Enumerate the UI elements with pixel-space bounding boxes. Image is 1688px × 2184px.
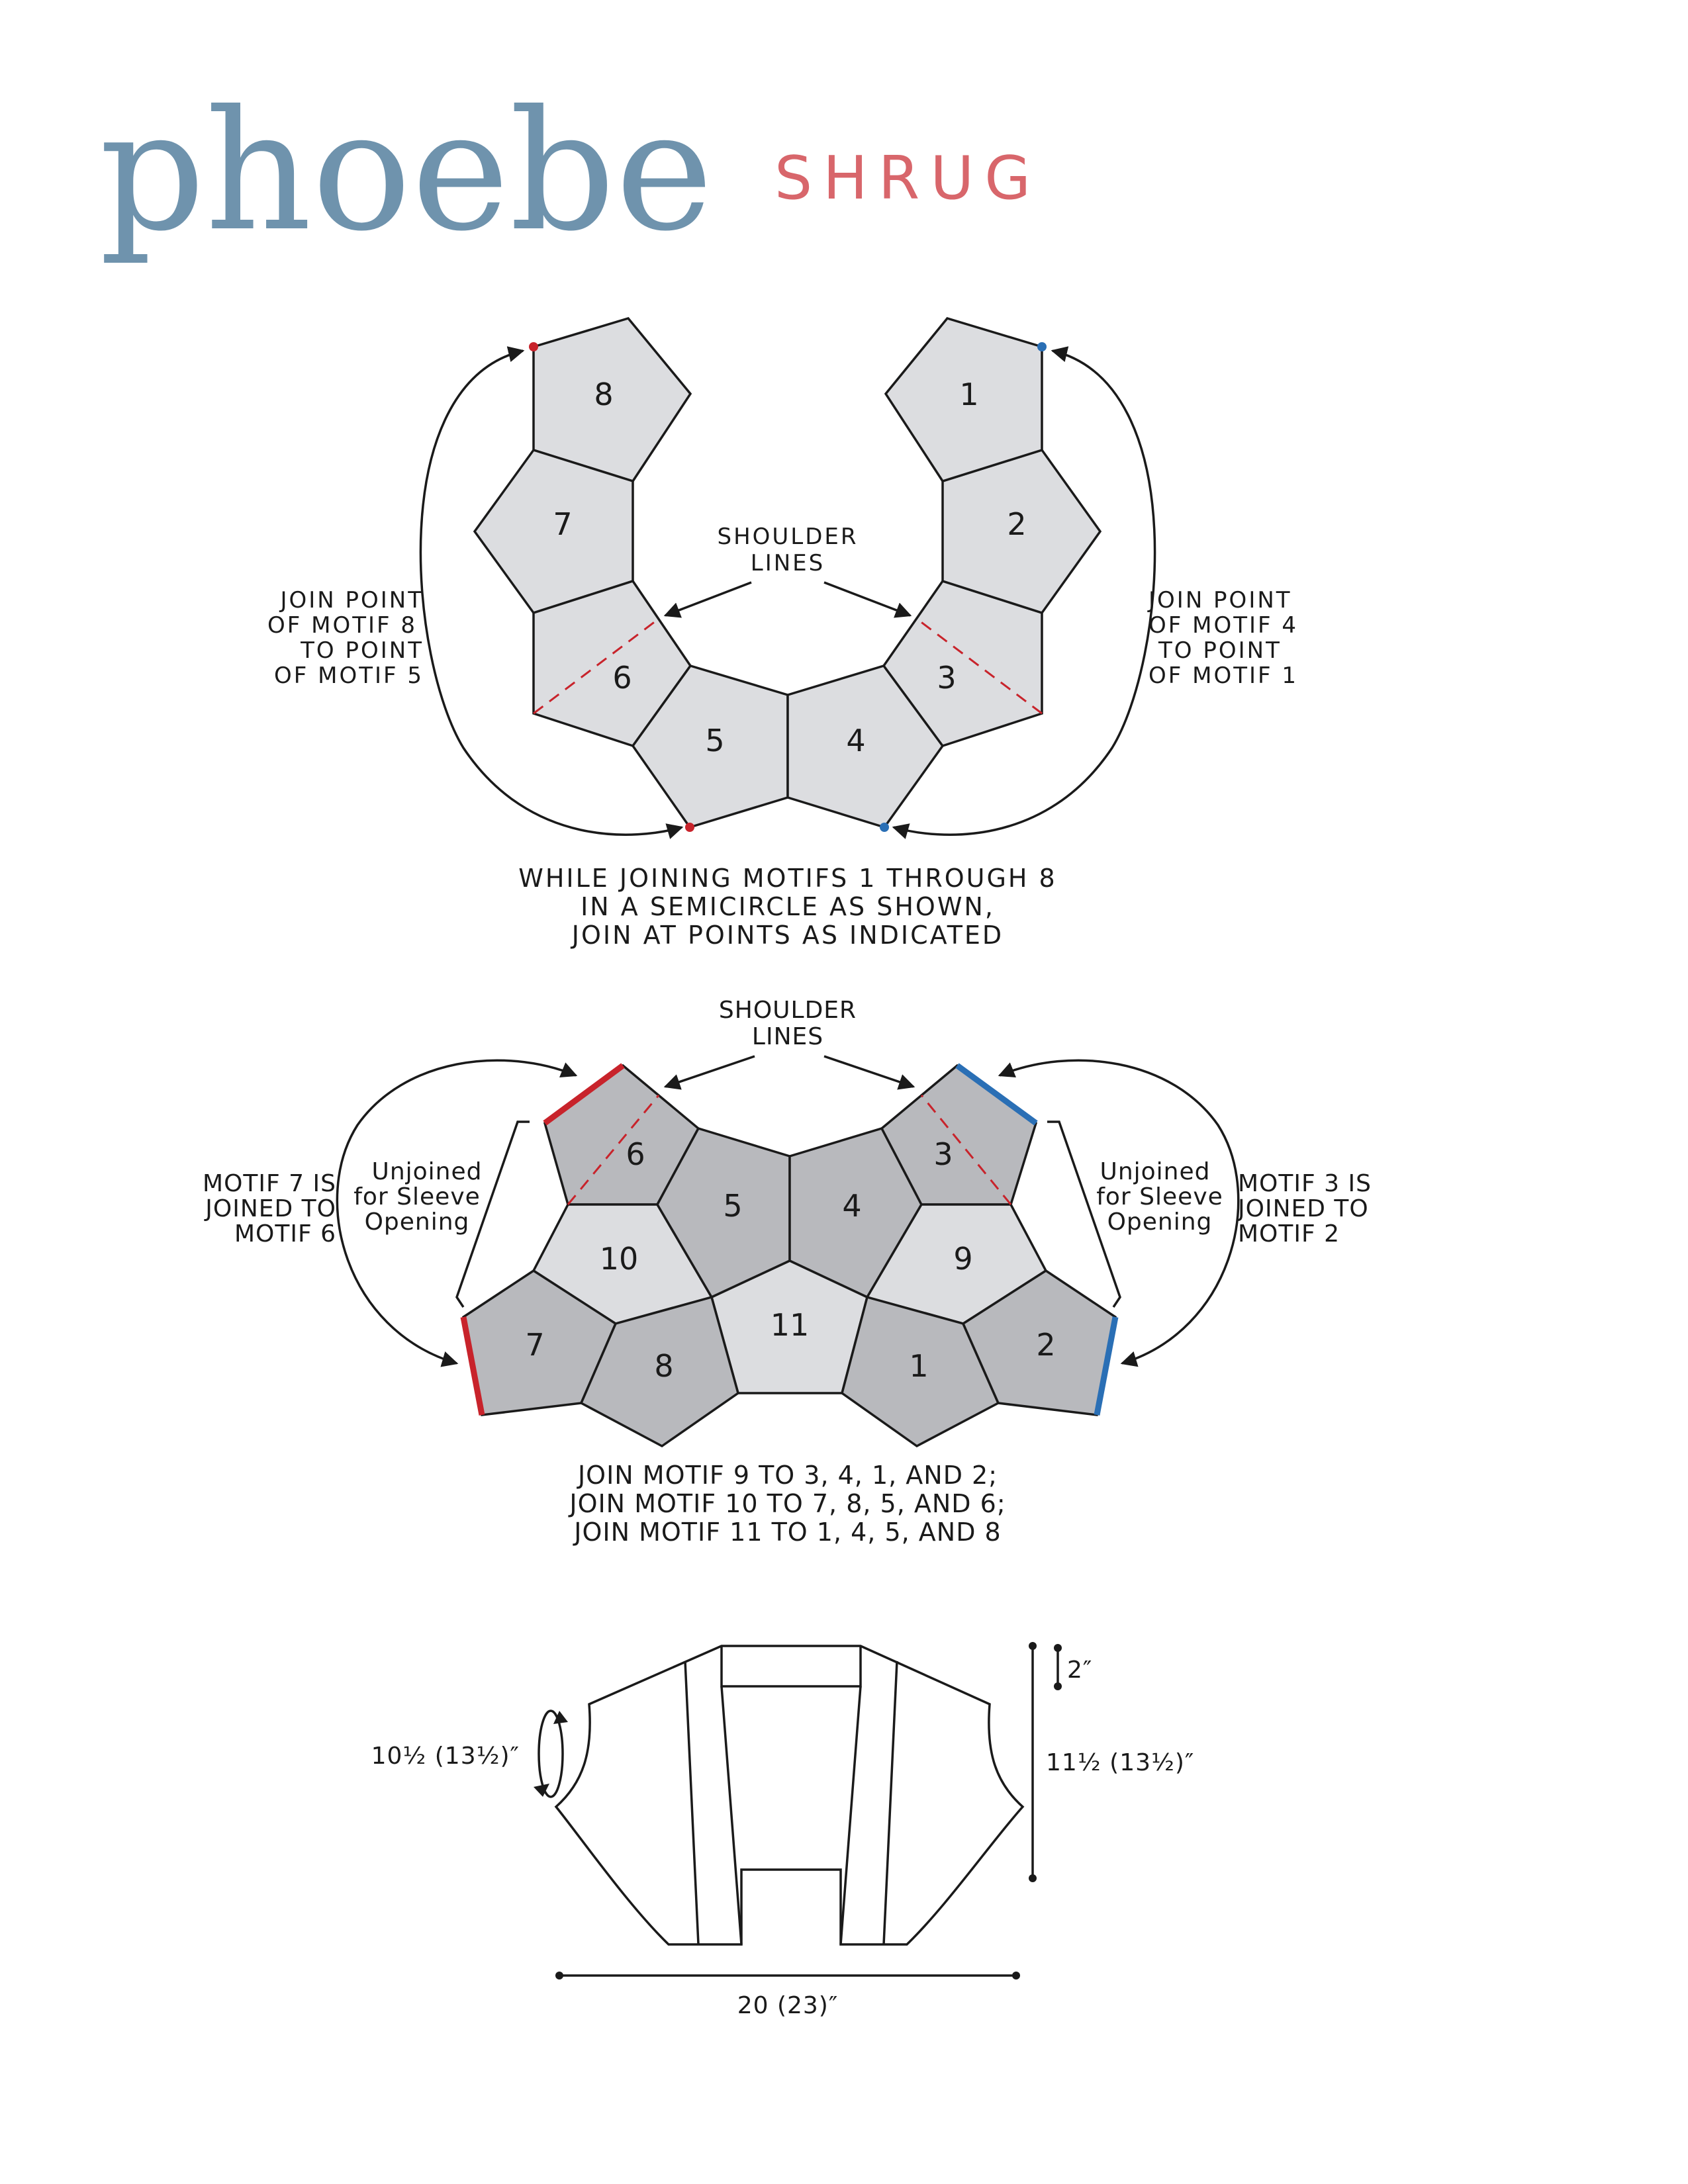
shrug-schematic bbox=[371, 1642, 1195, 2019]
motif-label: 5 bbox=[723, 1188, 743, 1224]
note-line: JOIN POINT bbox=[280, 587, 424, 614]
shoulder-lines-label: LINES bbox=[751, 1023, 824, 1050]
pattern-title: phoebe bbox=[99, 75, 714, 267]
motif-label: 2 bbox=[1036, 1327, 1056, 1363]
dimension-end bbox=[555, 1972, 563, 1979]
shoulder-lines-label: LINES bbox=[750, 550, 825, 576]
motif-label: 9 bbox=[953, 1241, 973, 1277]
dimension-end bbox=[1012, 1972, 1020, 1979]
motif-label: 11 bbox=[770, 1307, 810, 1343]
right-join-note: MOTIF 3 IS bbox=[1238, 1170, 1372, 1197]
join-point-blue bbox=[1037, 342, 1047, 351]
diagram1-caption: WHILE JOINING MOTIFS 1 THROUGH 8 bbox=[518, 864, 1057, 893]
motif-label: 1 bbox=[959, 377, 979, 412]
diagram2-caption: JOIN MOTIF 9 TO 3, 4, 1, AND 2; bbox=[577, 1461, 998, 1490]
motif-label: 6 bbox=[626, 1136, 645, 1172]
note-line: OF MOTIF 1 bbox=[1149, 662, 1299, 689]
width-measure: 20 (23)″ bbox=[737, 1992, 839, 2019]
unjoined-label-right: Unjoined bbox=[1100, 1158, 1211, 1185]
shoulder-lines-label: SHOULDER bbox=[718, 997, 857, 1024]
front-band-line bbox=[841, 1686, 861, 1944]
semicircle-diagram bbox=[267, 318, 1298, 950]
motif-label: 3 bbox=[937, 660, 957, 696]
motif-label: 1 bbox=[909, 1348, 929, 1384]
diagram1-caption: IN A SEMICIRCLE AS SHOWN, bbox=[581, 892, 995, 921]
diagram1-caption: JOIN AT POINTS AS INDICATED bbox=[571, 921, 1004, 950]
note-line: TO POINT bbox=[1158, 637, 1282, 664]
sleeve-circumference-marker bbox=[539, 1711, 563, 1797]
right-join-note bbox=[1147, 587, 1298, 689]
shoulder-arrow-right bbox=[824, 582, 910, 615]
motif-label: 10 bbox=[599, 1241, 639, 1277]
sleeve-measure: 10½ (13½)″ bbox=[371, 1743, 520, 1770]
motif-label: 8 bbox=[654, 1348, 674, 1384]
left-join-note bbox=[267, 587, 424, 689]
diagram2-caption: JOIN MOTIF 11 TO 1, 4, 5, AND 8 bbox=[574, 1518, 1002, 1547]
right-join-note: JOINED TO bbox=[1238, 1195, 1369, 1222]
motif-label: 3 bbox=[933, 1136, 953, 1172]
note-line: TO POINT bbox=[301, 637, 424, 664]
diagram2-caption: JOIN MOTIF 10 TO 7, 8, 5, AND 6; bbox=[569, 1489, 1006, 1518]
note-line: OF MOTIF 4 bbox=[1149, 612, 1299, 639]
band-measure: 2″ bbox=[1067, 1657, 1093, 1684]
left-join-note: MOTIF 7 IS bbox=[203, 1170, 336, 1197]
front-band-line bbox=[884, 1661, 897, 1944]
motif-label: 7 bbox=[553, 506, 573, 542]
note-line: OF MOTIF 5 bbox=[273, 662, 424, 689]
motif-label: 6 bbox=[612, 660, 632, 696]
dimension-end bbox=[1029, 1642, 1037, 1650]
shrug-outline bbox=[556, 1646, 1023, 1944]
unjoined-label-left: Unjoined bbox=[371, 1158, 483, 1185]
unjoined-label-left: for Sleeve bbox=[353, 1183, 481, 1210]
neck-band bbox=[722, 1646, 861, 1686]
right-join-note: MOTIF 2 bbox=[1238, 1220, 1340, 1248]
motif-label: 8 bbox=[594, 377, 614, 412]
dimension-end bbox=[1029, 1874, 1037, 1882]
front-band-line bbox=[722, 1686, 741, 1944]
note-line: OF MOTIF 8 bbox=[267, 612, 417, 639]
dimension-end bbox=[1054, 1682, 1062, 1690]
front-band-line bbox=[685, 1661, 698, 1944]
motif-label: 7 bbox=[525, 1327, 545, 1363]
shoulder-lines-label: SHOULDER bbox=[717, 523, 859, 550]
shoulder-arrow-left bbox=[665, 1056, 755, 1087]
join-point-blue bbox=[880, 823, 889, 832]
height-measure: 11½ (13½)″ bbox=[1046, 1749, 1195, 1776]
dimension-end bbox=[1054, 1644, 1062, 1652]
note-line: JOIN POINT bbox=[1149, 587, 1292, 614]
shoulder-arrow-right bbox=[824, 1056, 914, 1087]
joined-diagram bbox=[203, 997, 1372, 1547]
motif-label: 4 bbox=[842, 1188, 862, 1224]
motif-label: 4 bbox=[846, 723, 866, 758]
motif-label: 2 bbox=[1007, 506, 1027, 542]
left-join-note: JOINED TO bbox=[205, 1195, 336, 1222]
unjoined-label-left: Opening bbox=[364, 1208, 470, 1236]
left-join-note: MOTIF 6 bbox=[234, 1220, 336, 1248]
shoulder-arrow-left bbox=[665, 582, 751, 615]
unjoined-label-right: Opening bbox=[1107, 1208, 1213, 1236]
pattern-subtitle: SHRUG bbox=[774, 144, 1041, 213]
join-point-red bbox=[685, 823, 694, 832]
motif-label: 5 bbox=[705, 723, 725, 758]
unjoined-label-right: for Sleeve bbox=[1096, 1183, 1223, 1210]
join-point-red bbox=[529, 342, 538, 351]
